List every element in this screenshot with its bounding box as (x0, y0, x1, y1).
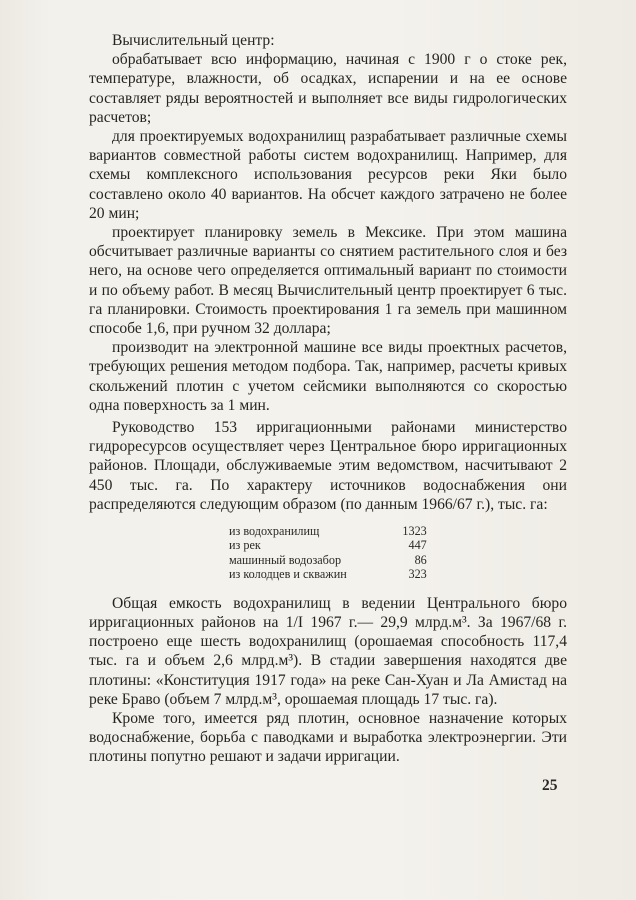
table-value: 86 (414, 552, 427, 567)
table-value: 323 (408, 567, 427, 582)
section-heading: Вычислительный центр: (112, 32, 275, 49)
paragraph-3: проектирует планировку земель в Мексике. При этом машина обсчитывает различные варианты со снятием растительного слоя и без него, на основе чего определяется оптимальный вариант по стоимости и по объему работ. В месяц Вычислительный центр проектирует 6 тыс. га планировки. Стоимость проектирования 1 га земель при машинном способе 1,6, при ручном 32 доллара; (89, 224, 567, 338)
paragraph-5: Руководство 153 ирригационными районами министерство гидроресурсов осуществляет через Центральное бюро ирригационных районов. Площади, обслуживаемые этим ведомством, насчитывают 2 450 тыс. га. По характеру источников водоснабжения они распределяются следующим образом (по данным 1966/67 г.), тыс. га: (89, 419, 567, 513)
paragraph-1: обрабатывает всю информацию, начиная с 1900 г о стоке рек, температуре, влажности, об осадках, испарении и на ее основе составляет ряды вероятностей и выполняет все виды гидрологических расчетов; (89, 51, 567, 126)
table-row (229, 538, 427, 552)
table-value: 1323 (402, 524, 427, 539)
table-value: 447 (408, 538, 427, 553)
table-label: машинный водозабор (229, 552, 342, 567)
paragraph-7: Кроме того, имеется ряд плотин, основное назначение которых водоснабжение, борьба с паводками и выработка электроэнергии. Эти плотины попутно решают и задачи ирригации. (89, 709, 567, 766)
table-row (229, 524, 427, 538)
paragraph-4: производит на электронной машине все виды проектных расчетов, требующих решения методом подбора. Так, например, расчеты кривых скольжений плотин с учетом сейсмики выполняются со скоростью одна поверхность за 1 мин. (89, 339, 567, 414)
table-label: из колодцев и скважин (229, 567, 347, 582)
table-label: из рек (229, 538, 261, 553)
page-body (89, 31, 567, 767)
table-label: из водохранилищ (229, 524, 320, 539)
table-row (229, 567, 427, 581)
paragraph-2: для проектируемых водохранилищ разрабатывает различные схемы вариантов совместной работы систем водохранилищ. Например, для схемы комплексного использования ресурсов реки Яки было составлено около 40 вариантов. На обсчет каждого затрачено не более 20 мин; (89, 128, 567, 222)
paragraph-6: Общая емкость водохранилищ в ведении Центрального бюро ирригационных районов на 1/I 1967 г.— 29,9 млрд.м³. За 1967/68 г. построено еще шесть водохранилищ (орошаемая способность 117,4 тыс. га и объем 2,6 млрд.м³). В стадии завершения находятся две плотины: «Конституция 1917 года» на реке Сан-Хуан и Ла Амистад на реке Браво (объем 7 млрд.м³, орошаемая площадь 17 тыс. га). (89, 594, 567, 708)
water-source-table (229, 524, 427, 582)
table-row (229, 553, 427, 567)
page-number: 25 (542, 777, 558, 794)
